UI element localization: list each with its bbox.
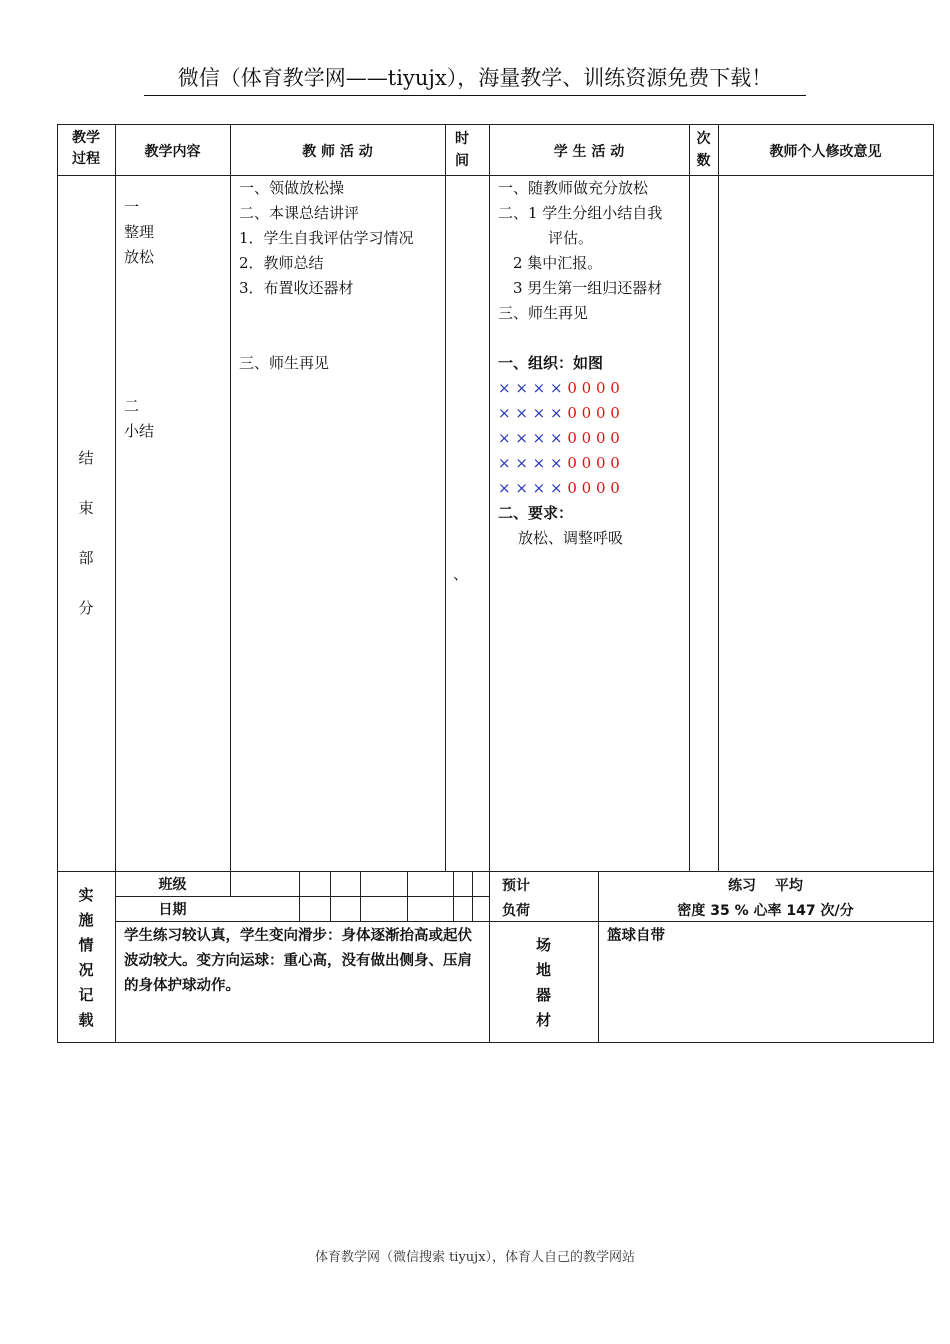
header-time: 时 间 xyxy=(455,131,469,169)
page-header: 微信（体育教学网——tiyujx），海量教学、训练资源免费下载！ xyxy=(144,64,806,96)
content-item-1: 一 整理 放松 xyxy=(124,198,155,266)
formation-row: × × × × 0 0 0 0 xyxy=(498,454,620,472)
header-student-activity: 学 生 活 动 xyxy=(553,144,625,160)
record-label: 实 施 情 况 记 载 xyxy=(78,886,94,1029)
section-label: 结 束 部 分 xyxy=(78,449,94,617)
date-label: 日期 xyxy=(158,902,187,918)
page-footer: 体育教学网（微信搜索 tiyujx），体育人自己的教学网站 xyxy=(314,1250,636,1265)
class-label: 班级 xyxy=(158,877,187,893)
student-activity: 一、随教师做充分放松 二、1 学生分组小结自我 评估。 2 集中汇报。 3 男生第一组归还器材 三、师生再见 一、组织：如图 × × × × 0 0 0 0 × × × × 0 0 0 0 × × × × 0 0 0 0 × × × × 0 0 0 0 × × × × 0 0 0 0 二、要求： 放松、调整呼吸 xyxy=(498,176,662,551)
content-item-2: 二 小结 xyxy=(124,397,155,440)
formation-row: × × × × 0 0 0 0 xyxy=(498,429,620,447)
header-content: 教学内容 xyxy=(144,144,201,160)
header-process: 教学 过程 xyxy=(72,130,100,167)
formation-row: × × × × 0 0 0 0 xyxy=(498,404,620,422)
formation-row: × × × × 0 0 0 0 xyxy=(498,479,620,497)
implementation-note: 学生练习较认真，学生变向滑步：身体逐渐抬高或起伏波动较大。变方向运球：重心高，没有做出侧身、压肩的身体护球动作。 xyxy=(124,928,472,994)
load-value: 练习 平均 密度 35 % 心率 147 次/分 xyxy=(677,878,854,919)
header-opinion: 教师个人修改意见 xyxy=(769,144,882,160)
requirement-title: 二、要求： xyxy=(498,504,574,522)
equipment-value: 篮球自带 xyxy=(607,928,665,944)
teacher-activity: 一、领做放松操 二、本课总结讲评 1．学生自我评估学习情况 2．教师总结 3．布置收还器材 三、师生再见 xyxy=(239,179,414,372)
requirement-text: 放松、调整呼吸 xyxy=(518,529,624,547)
header-count: 次 数 xyxy=(696,131,711,169)
organization-title: 一、组织：如图 xyxy=(498,354,604,372)
formation-row: × × × × 0 0 0 0 xyxy=(498,379,620,397)
equipment-label: 场 地 器 材 xyxy=(535,936,551,1029)
header-teacher-activity: 教 师 活 动 xyxy=(302,144,373,160)
time-mark: 、 xyxy=(453,565,469,583)
load-label: 预计 负荷 xyxy=(502,878,530,919)
